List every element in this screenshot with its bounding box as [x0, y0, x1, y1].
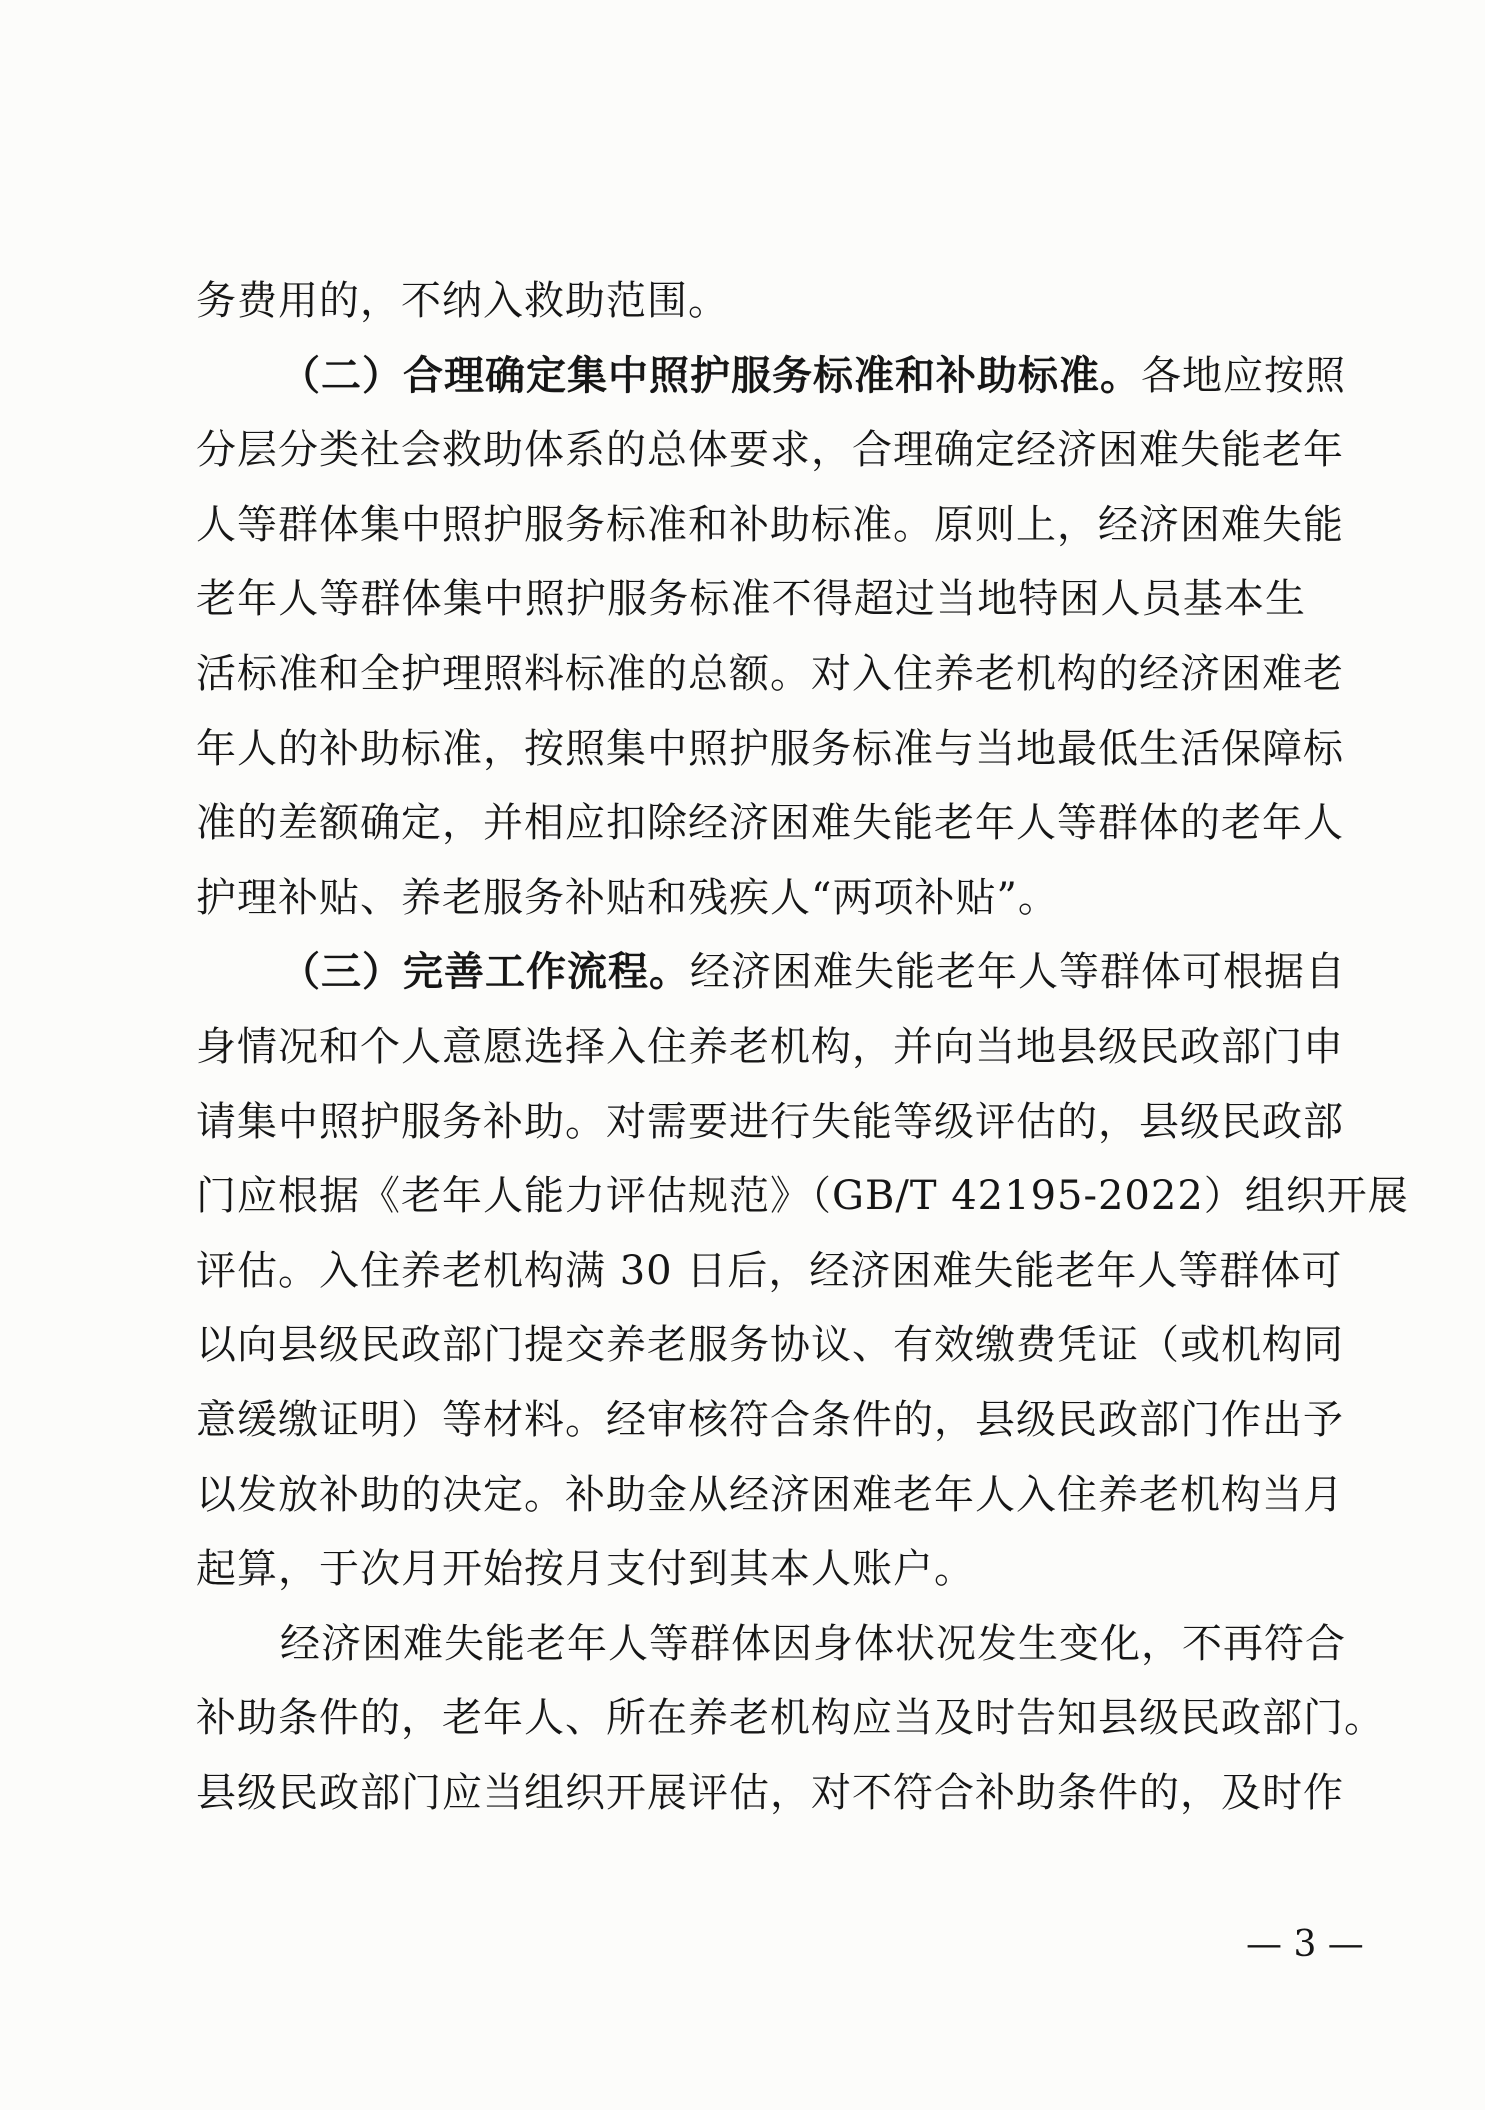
line-text: 请集中照护服务补助。对需要进行失能等级评估的，县级民政部	[196, 1098, 1344, 1145]
line-text: 年人的补助标准，按照集中照护服务标准与当地最低生活保障标	[196, 725, 1344, 772]
text-line	[196, 786, 1344, 861]
line-text: 人等群体集中照护服务标准和补助标准。原则上，经济困难失能	[196, 501, 1344, 548]
text-line	[196, 339, 1346, 414]
line-text: 准的差额确定，并相应扣除经济困难失能老年人等群体的老年人	[196, 800, 1344, 847]
text-line	[196, 861, 1306, 936]
line-text: 起算，于次月开始按月支付到其本人账户。	[196, 1546, 975, 1593]
line-text: 老年人等群体集中照护服务标准不得超过当地特困人员基本生	[196, 576, 1306, 623]
text-line	[196, 712, 1344, 787]
paragraph	[196, 339, 1346, 936]
page-number: — 3 —	[1246, 1924, 1364, 1965]
text-line	[196, 637, 1344, 712]
line-text: 意缓缴证明）等材料。经审核符合条件的，县级民政部门作出予	[196, 1396, 1344, 1443]
text-line	[196, 264, 1306, 339]
line-text: 经济困难失能老年人等群体可根据自	[690, 949, 1346, 996]
line-text: 护理补贴、养老服务补贴和残疾人“两项补贴”。	[196, 874, 1059, 921]
paragraph	[196, 264, 1306, 339]
text-line	[196, 1383, 1344, 1458]
line-text: 以发放补助的决定。补助金从经济困难老年人入住养老机构当月	[196, 1471, 1344, 1518]
document-body	[196, 264, 1409, 1830]
paragraph	[196, 1607, 1385, 1831]
text-line	[196, 1159, 1409, 1234]
line-text: 县级民政部门应当组织开展评估，对不符合补助条件的，及时作	[196, 1769, 1344, 1816]
text-line	[196, 1010, 1344, 1085]
text-line	[196, 1458, 1344, 1533]
line-text: 各地应按照	[1141, 352, 1346, 399]
line-text: 门应根据《老年人能力评估规范》（GB/T 42195-2022）组织开展	[196, 1173, 1409, 1220]
text-line	[196, 1607, 1346, 1682]
paragraph	[196, 935, 1409, 1606]
line-text: 评估。入住养老机构满 30 日后，经济困难失能老年人等群体可	[196, 1247, 1343, 1294]
section-heading: （三）完善工作流程。	[280, 948, 690, 996]
text-line	[196, 413, 1344, 488]
line-text: 活标准和全护理照料标准的总额。对入住养老机构的经济困难老	[196, 650, 1344, 697]
text-line	[196, 1681, 1385, 1756]
line-text: 以向县级民政部门提交养老服务协议、有效缴费凭证（或机构同	[196, 1322, 1344, 1369]
line-text: 补助条件的，老年人、所在养老机构应当及时告知县级民政部门。	[196, 1695, 1385, 1742]
line-text: 身情况和个人意愿选择入住养老机构，并向当地县级民政部门申	[196, 1023, 1344, 1070]
text-line	[196, 1234, 1343, 1309]
text-line	[196, 1085, 1344, 1160]
section-heading: （二）合理确定集中照护服务标准和补助标准。	[280, 351, 1141, 399]
text-line	[196, 488, 1344, 563]
text-line	[196, 562, 1306, 637]
line-text: 务费用的，不纳入救助范围。	[196, 278, 729, 324]
line-text: 经济困难失能老年人等群体因身体状况发生变化，不再符合	[280, 1620, 1346, 1667]
text-line	[196, 1756, 1344, 1831]
text-line	[196, 1532, 1306, 1607]
line-text: 分层分类社会救助体系的总体要求，合理确定经济困难失能老年	[196, 427, 1344, 474]
text-line	[196, 935, 1346, 1010]
text-line	[196, 1308, 1344, 1383]
